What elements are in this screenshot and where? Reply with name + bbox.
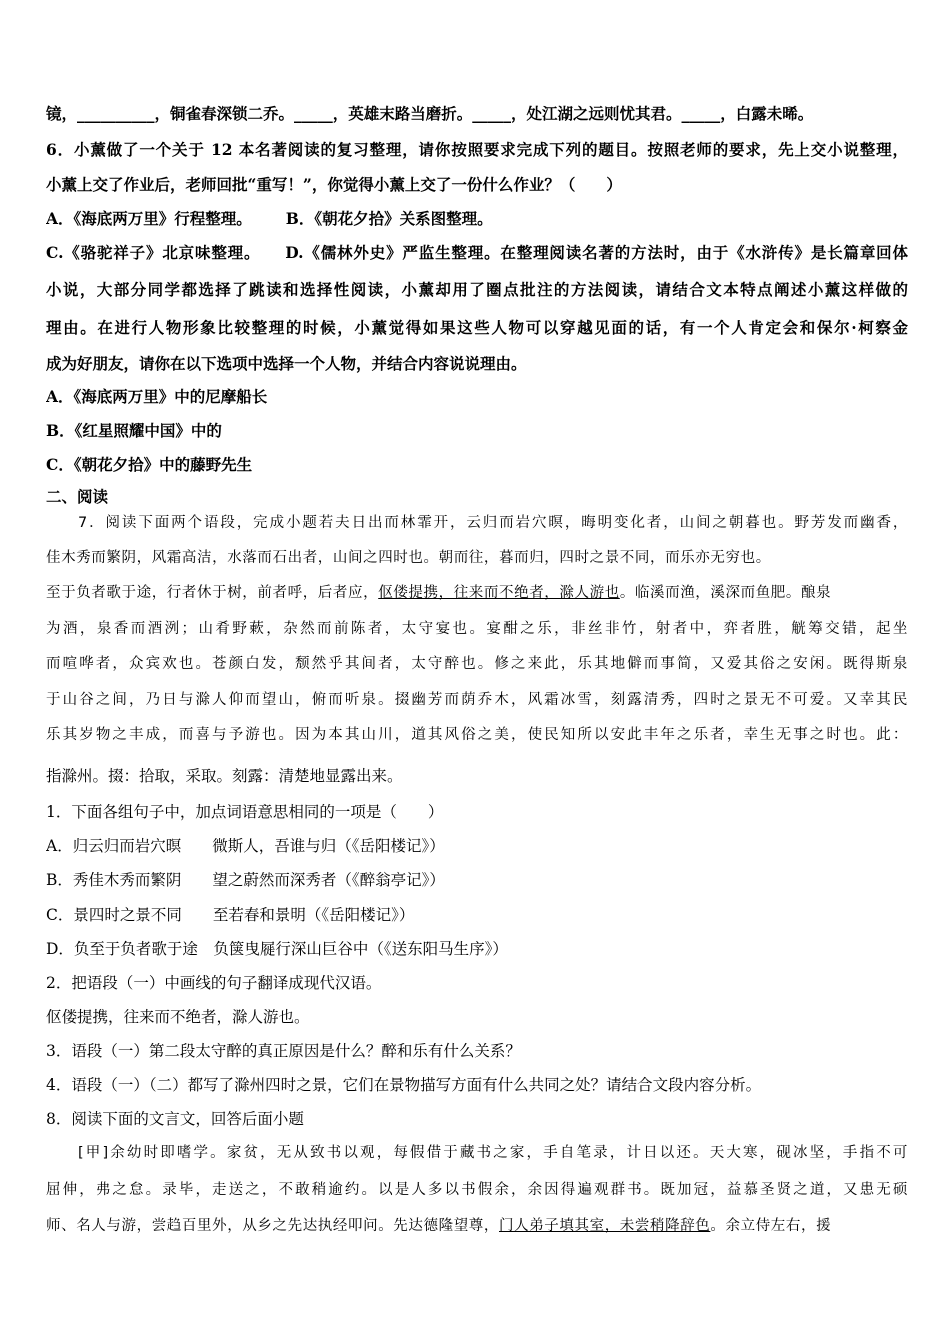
choice-a: A．《海底两万里》中的尼摩船长 [46, 387, 268, 406]
sub-question-2: 2．把语段（一）中画线的句子翻译成现代汉语。 [46, 974, 382, 992]
passage-1-line-7: 乐其岁物之丰成，而喜与予游也。因为本其山川，道其风俗之美，使民知所以安此丰年之乐者，幸生无事之时也。此： [46, 727, 908, 743]
sub-question-2-sentence: 伛偻提携，往来而不绝者，滁人游也。 [46, 1008, 310, 1026]
sub-question-1: 1．下面各组句子中，加点词语意思相同的一项是（ ） [46, 803, 444, 821]
passage-2-line-1: [甲]余幼时即嗜学。家贫，无从致书以观，每假借于藏书之家，手自笔录，计日以还。天大寒，砚冰坚，手指不可 [78, 1145, 908, 1161]
question-6-options-cd: C.《骆驼祥子》北京味整理。 D.《儒林外史》严监生整理。在整理阅读名著的方法时，由于《水浒传》是长篇章回体 [46, 243, 908, 262]
question-6-stem: 6．小薰做了一个关于 12 本名著阅读的复习整理，请你按照要求完成下列的题目。按照老师的要求，先上交小说整理， [46, 140, 908, 159]
choice-b: B．《红星照耀中国》中的 [46, 421, 222, 440]
passage-2-line-2: 屈伸，弗之怠。录毕，走送之，不敢稍逾约。以是人多以书假余，余因得遍观群书。既加冠，益慕圣贤之道，又患无硕 [46, 1182, 908, 1198]
question-6-body-1: 小说，大部分同学都选择了跳读和选择性阅读，小薰却用了圈点批注的方法阅读，请结合文本特点阐述小薰这样做的 [46, 280, 908, 299]
passage-1-line-1: 7．阅读下面两个语段，完成小题若夫日出而林霏开，云归而岩穴暝，晦明变化者，山间之朝暮也。野芳发而幽香， [78, 515, 908, 531]
section-heading-reading: 二、阅读 [46, 487, 109, 506]
fill-in-blank-line: 镜，__________，铜雀春深锁二乔。_____，英雄末路当磨折。_____，处江湖之远则忧其君。_____，白露未晞。 [46, 104, 814, 123]
sub-question-1-option-a: A．归云归而岩穴暝 微斯人，吾谁与归（《岳阳楼记》） [46, 837, 445, 855]
passage-1-line-6: 于山谷之间，乃日与滁人仰而望山，俯而听泉。掇幽芳而荫乔木，风霜冰雪，刻露清秀，四时之景无不可爱。又幸其民 [46, 692, 908, 708]
passage-1-line-4: 为酒，泉香而酒洌；山肴野蔌，杂然而前陈者，太守宴也。宴酣之乐，非丝非竹，射者中，弈者胜，觥筹交错，起坐 [46, 621, 908, 637]
sub-question-3: 3．语段（一）第二段太守醉的真正原因是什么？醉和乐有什么关系？ [46, 1042, 521, 1060]
passage-1-line-5: 而喧哗者，众宾欢也。苍颜白发，颓然乎其间者，太守醉也。修之来此，乐其地僻而事简，又爱其俗之安闲。既得斯泉 [46, 656, 908, 672]
sub-question-1-option-c: C．景四时之景不同 至若春和景明（《岳阳楼记》） [46, 906, 415, 924]
underlined-sentence: 伛偻提携，往来而不绝者，滁人游也 [378, 585, 620, 601]
question-8-stem: 8．阅读下面的文言文，回答后面小题 [46, 1110, 304, 1128]
question-6-body-2: 理由。在进行人物形象比较整理的时候，小薰觉得如果这些人物可以穿越见面的话，有一个人肯定会和保尔·柯察金 [46, 318, 908, 337]
option-a: A．《海底两万里》行程整理。 [46, 209, 252, 228]
annotation-line: 指滁州。掇：拾取，采取。刻露：清楚地显露出来。 [46, 767, 403, 785]
question-6-stem-cont: 小薰上交了作业后，老师回批“重写！”，你觉得小薰上交了一份什么作业？（ ） [46, 175, 622, 194]
question-6-body-3: 成为好朋友，请你在以下选项中选择一个人物，并结合内容说说理由。 [46, 354, 527, 373]
underlined-sentence-2: 门人弟子填其室，未尝稍降辞色 [499, 1218, 711, 1234]
sub-question-4: 4．语段（一）（二）都写了滁州四时之景，它们在景物描写方面有什么共同之处？请结合文段内容分析。 [46, 1076, 762, 1094]
passage-1-line-2: 佳木秀而繁阴，风霜高洁，水落而石出者，山间之四时也。朝而往，暮而归，四时之景不同，而乐亦无穷也。 [46, 550, 771, 566]
sub-question-1-option-d: D．负至于负者歌于途 负箧曳屣行深山巨谷中（《送东阳马生序》） [46, 940, 508, 958]
choice-c: C．《朝花夕拾》中的藤野先生 [46, 455, 253, 474]
passage-1-line-3: 至于负者歌于途，行者休于树，前者呼，后者应，伛偻提携，往来而不绝者，滁人游也。临溪而渔，溪深而鱼肥。酿泉 [46, 585, 832, 601]
passage-2-line-3: 师、名人与游，尝趋百里外，从乡之先达执经叩问。先达德隆望尊，门人弟子填其室，未尝稍降辞色。余立侍左右，援 [46, 1218, 832, 1234]
question-6-options-ab [46, 209, 908, 229]
option-b: B．《朝花夕拾》关系图整理。 [285, 209, 493, 228]
sub-question-1-option-b: B．秀佳木秀而繁阴 望之蔚然而深秀者（《醉翁亭记》） [46, 871, 445, 889]
